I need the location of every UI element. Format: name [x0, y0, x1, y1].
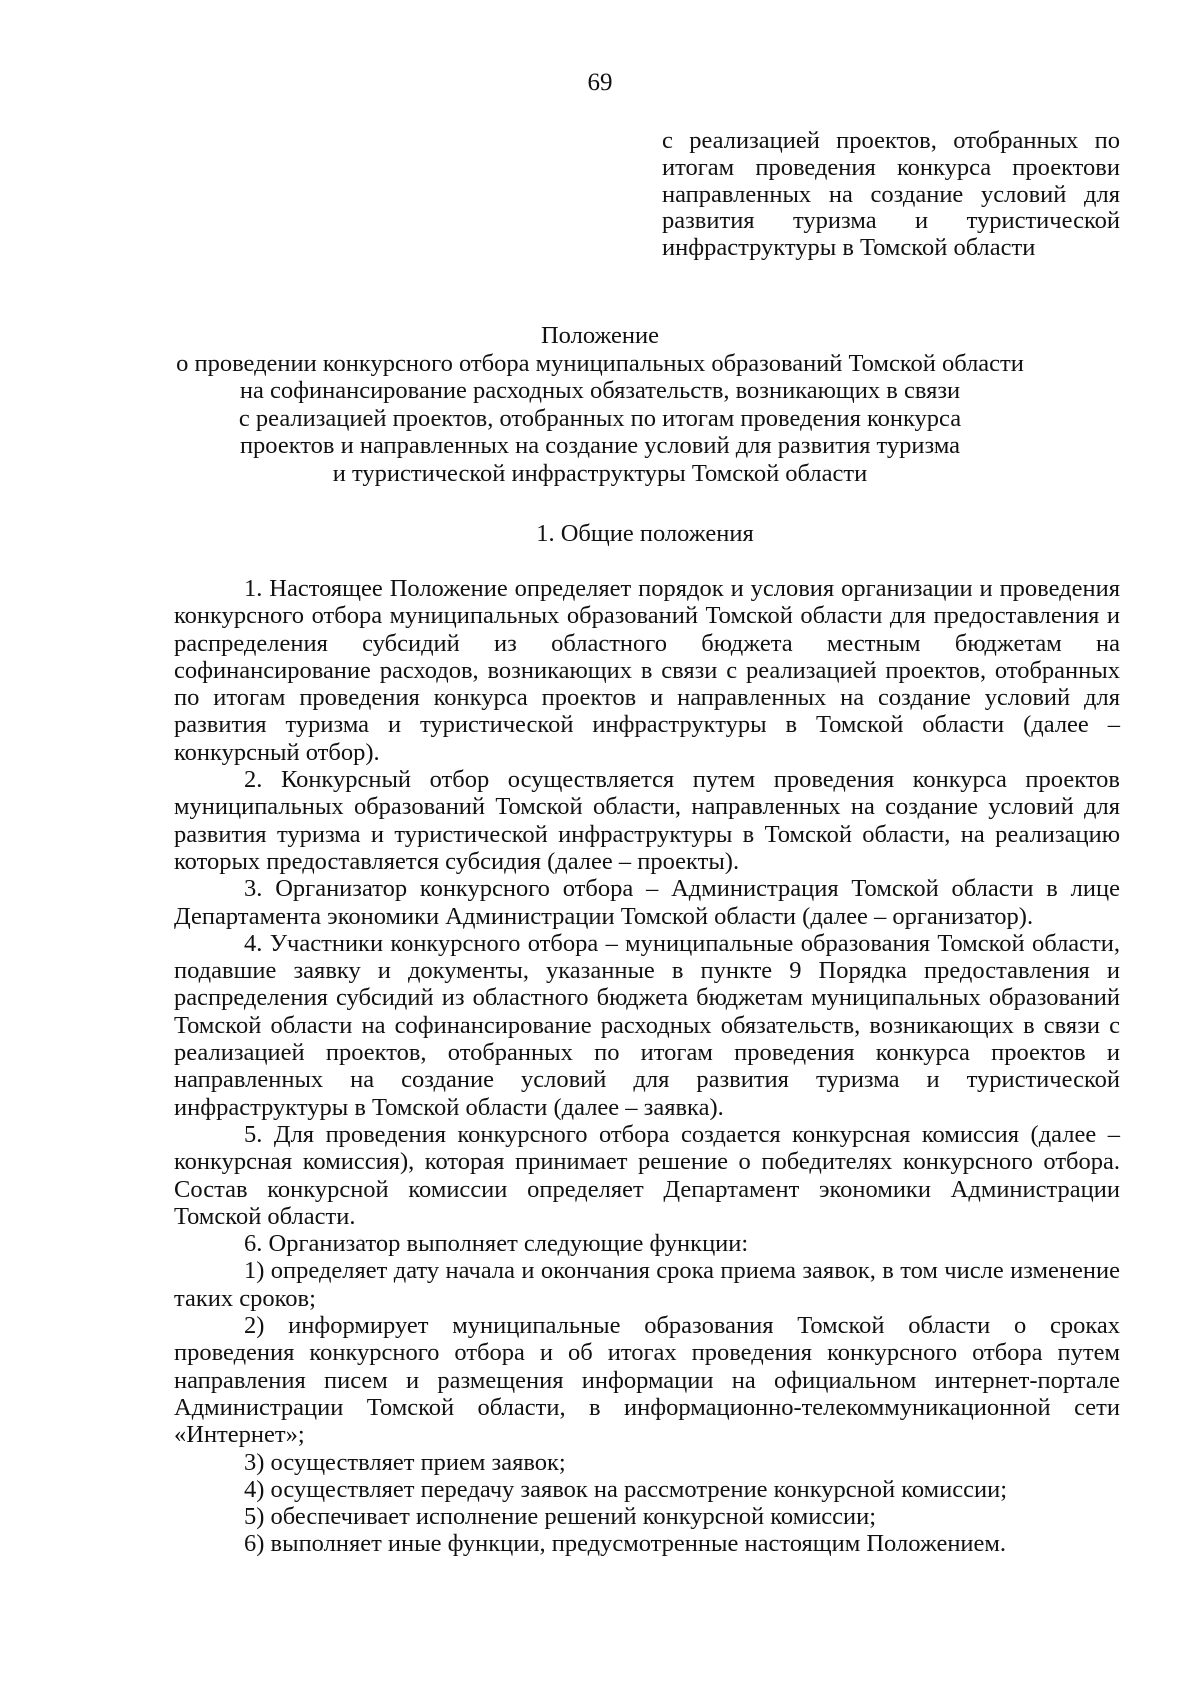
paragraph-3: 3. Организатор конкурсного отбора – Администрация Томской области в лице Департамента экономики Администрации Томской области (далее – организатор).	[174, 875, 1120, 930]
document-body	[174, 575, 1120, 1558]
list-item-2: 2) информирует муниципальные образования Томской области о сроках проведения конкурсного отбора и об итогах проведения конкурсного отбора путем направления писем и размещения информации на официальном интернет-портале Администрации Томской области, в информационно-телекоммуникационной сети «Интернет»;	[174, 1312, 1120, 1449]
paragraph-1: 1. Настоящее Положение определяет порядок и условия организации и проведения конкурсного отбора муниципальных образований Томской области для предоставления и распределения субсидий из областного бюджета местным бюджетам на софинансирование расходов, возникающих в связи с реализацией проектов, отобранных по итогам проведения конкурса проектов и направленных на создание условий для развития туризма и туристической инфраструктуры в Томской области (далее – конкурсный отбор).	[174, 575, 1120, 766]
title-line: с реализацией проектов, отобранных по итогам проведения конкурса	[238, 404, 962, 432]
section-heading: 1. Общие положения	[536, 520, 754, 547]
list-item-5: 5) обеспечивает исполнение решений конкурсной комиссии;	[244, 1503, 877, 1531]
title-line: проектов и направленных на создание условий для развития туризма	[239, 432, 961, 459]
paragraph-4: 4. Участники конкурсного отбора – муниципальные образования Томской области, подавшие заявку и документы, указанные в пункте 9 Порядка предоставления и распределения субсидий из областного бюджета бюджетам муниципальных образований Томской области на софинансирование расходных обязательств, возникающих в связи с реализацией проектов, отобранных по итогам проведения конкурса проектов и направленных на создание условий для развития туризма и туристической инфраструктуры в Томской области (далее – заявка).	[174, 929, 1120, 1121]
title-line: о проведении конкурсного отбора муниципальных образований Томской области	[176, 349, 1024, 377]
title-heading: Положение	[540, 322, 660, 349]
list-item-3: 3) осуществляет прием заявок;	[244, 1448, 566, 1476]
paragraph-5: 5. Для проведения конкурсного отбора создается конкурсная комиссия (далее – конкурсная комиссия), которая принимает решение о победителях конкурсного отбора. Состав конкурсной комиссии определяет Департамент экономики Администрации Томской области.	[174, 1120, 1120, 1230]
page-number: 69	[587, 69, 613, 96]
title-line: на софинансирование расходных обязательств, возникающих в связи	[239, 377, 961, 404]
list-item-4: 4) осуществляет передачу заявок на рассмотрение конкурсной комиссии;	[244, 1475, 1008, 1503]
paragraph-2: 2. Конкурсный отбор осуществляется путем проведения конкурса проектов муниципальных образований Томской области, направленных на создание условий для развития туризма и туристической инфраструктуры в Томской области, на реализацию которых предоставляется субсидия (далее – проекты).	[174, 766, 1120, 875]
list-item-6: 6) выполняет иные функции, предусмотренные настоящим Положением.	[244, 1530, 1007, 1558]
paragraph-6: 6. Организатор выполняет следующие функции:	[244, 1230, 749, 1258]
header-note: с реализацией проектов, отобранных по итогам проведения конкурса проектови направленных на создание условий для развития туризма и туристической инфраструктуры в Томской области	[662, 127, 1120, 262]
title-line: и туристической инфраструктуры Томской области	[332, 459, 868, 487]
document-title	[150, 322, 1050, 487]
list-item-1: 1) определяет дату начала и окончания срока приема заявок, в том числе изменение таких сроков;	[174, 1257, 1120, 1312]
